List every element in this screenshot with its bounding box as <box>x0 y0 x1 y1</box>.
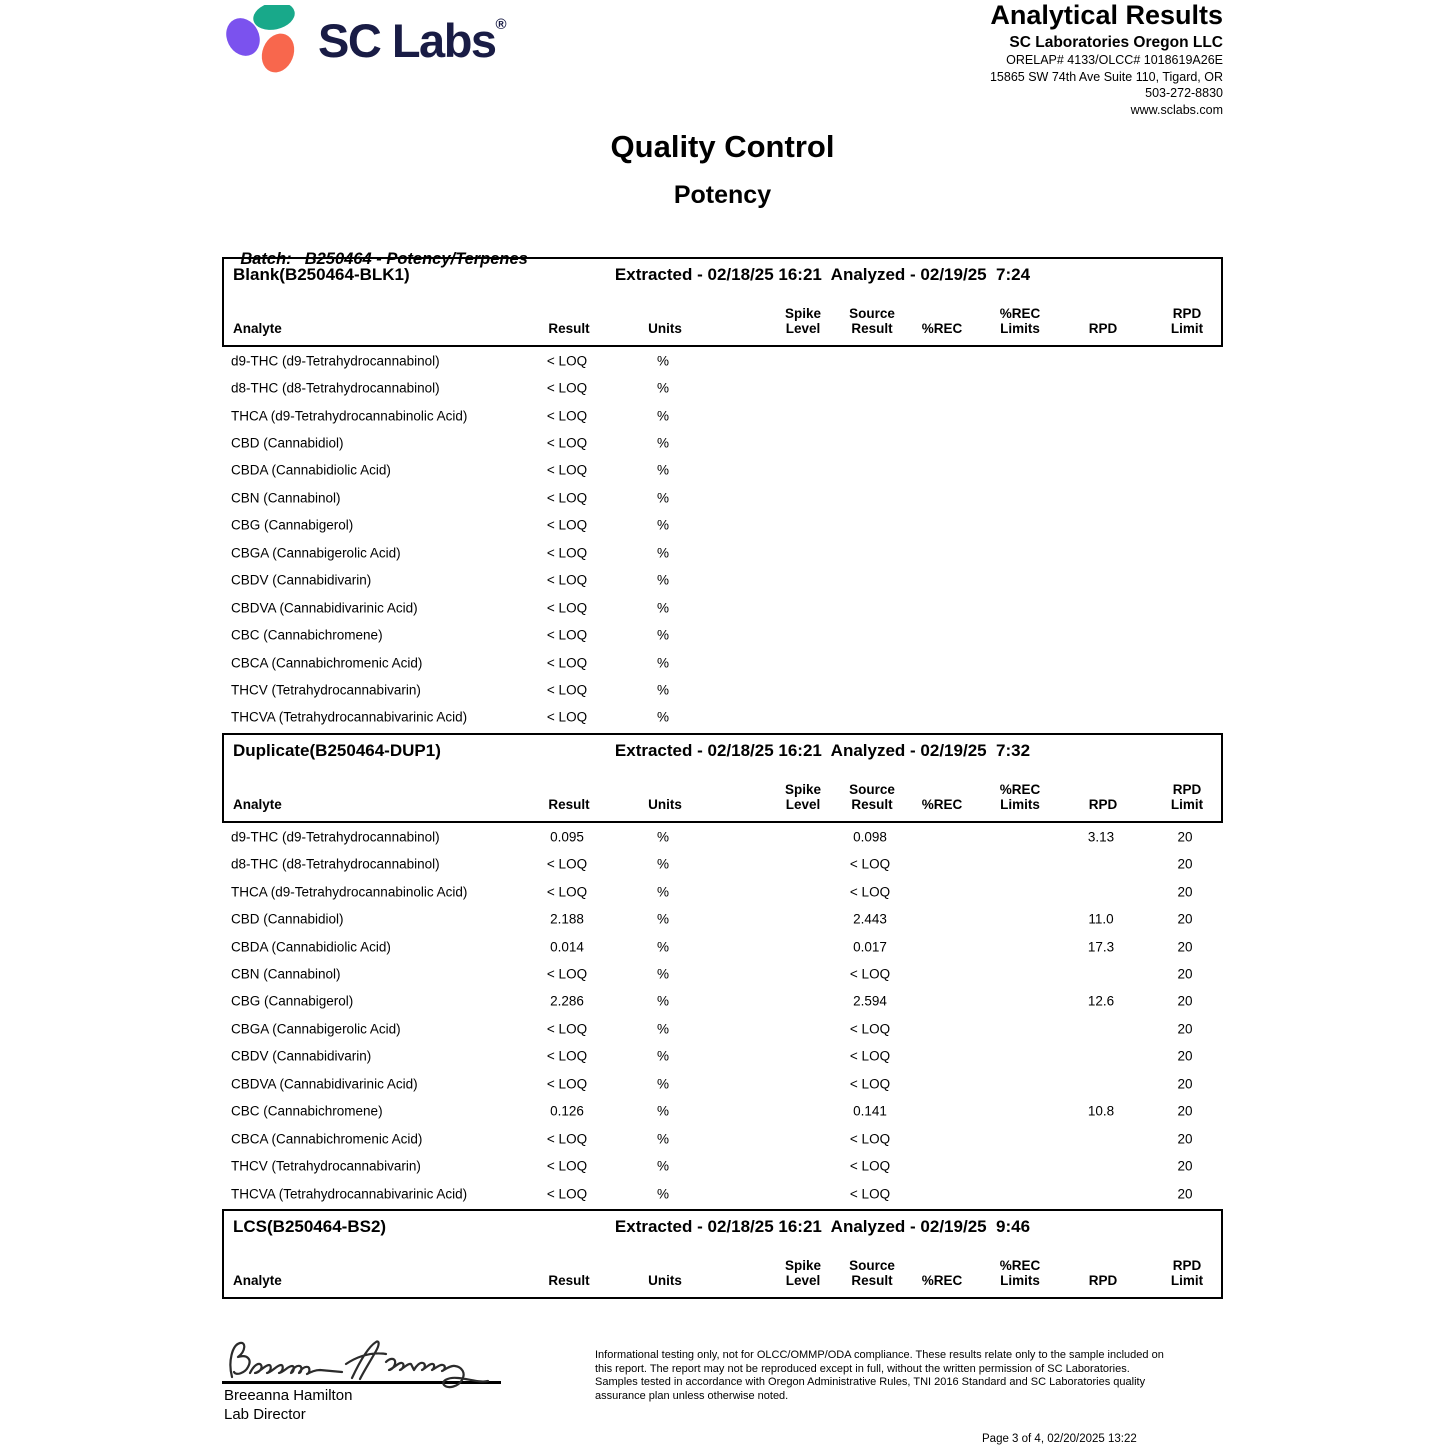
table-row <box>222 1180 1223 1207</box>
cell-result: 0.014 <box>550 939 584 955</box>
cell-source-result: < LOQ <box>849 884 891 900</box>
signer-name: Breeanna Hamilton <box>224 1387 353 1404</box>
qc-sample-title: LCS(B250464-BS2) <box>233 1217 387 1237</box>
table-row <box>222 567 1223 594</box>
cell-analyte: d8-THC (d8-Tetrahydrocannabinol) <box>231 856 440 872</box>
cell-analyte: CBDA (Cannabidiolic Acid) <box>231 939 391 955</box>
signature-stroke <box>230 1341 488 1387</box>
qc-extraction-timing: Extracted - 02/18/25 16:21 Analyzed - 02/19/25 9:46 <box>614 1217 1031 1237</box>
cell-source-result: 0.098 <box>853 829 887 845</box>
cell-analyte: THCVA (Tetrahydrocannabivarinic Acid) <box>231 1186 468 1202</box>
cell-rpd: 17.3 <box>1087 939 1115 955</box>
cell-analyte: CBC (Cannabichromene) <box>231 627 383 643</box>
cell-rpd: 3.13 <box>1087 829 1115 845</box>
cell-analyte: CBG (Cannabigerol) <box>231 993 354 1009</box>
cell-analyte: CBD (Cannabidiol) <box>231 911 344 927</box>
cell-analyte: THCVA (Tetrahydrocannabivarinic Acid) <box>231 709 468 725</box>
cell-result: < LOQ <box>546 1131 588 1147</box>
cell-analyte: CBDVA (Cannabidivarinic Acid) <box>231 600 418 616</box>
logo-wordmark: SC Labs® <box>318 14 507 67</box>
table-row <box>222 1070 1223 1097</box>
batch-label: Batch: <box>240 250 292 268</box>
cell-result: < LOQ <box>546 1186 588 1202</box>
cell-analyte: d8-THC (d8-Tetrahydrocannabinol) <box>231 380 440 396</box>
cell-units: % <box>656 939 670 955</box>
qc-section-duplicate <box>222 733 1223 1207</box>
cell-source-result: 2.443 <box>853 911 887 927</box>
cell-units: % <box>656 829 670 845</box>
column-header-rpd: RPD <box>1088 321 1118 336</box>
cell-analyte: CBDV (Cannabidivarin) <box>231 572 372 588</box>
table-row <box>222 594 1223 621</box>
table-row <box>222 429 1223 456</box>
cell-result: < LOQ <box>546 655 588 671</box>
cell-units: % <box>656 435 670 451</box>
table-row <box>222 905 1223 932</box>
cell-result: < LOQ <box>546 435 588 451</box>
qc-section-header-duplicate <box>222 733 1223 823</box>
sc-labs-logo-icon <box>222 5 322 85</box>
cell-rpd-limit: 20 <box>1177 1048 1193 1064</box>
column-header-source-result: Source Result <box>849 782 895 813</box>
page-subtitle: Potency <box>673 181 772 209</box>
cell-result: < LOQ <box>546 1048 588 1064</box>
lab-director-signature-icon <box>222 1331 506 1395</box>
cell-rpd-limit: 20 <box>1177 1076 1193 1092</box>
cell-units: % <box>656 380 670 396</box>
cell-analyte: CBCA (Cannabichromenic Acid) <box>231 655 423 671</box>
cell-result: < LOQ <box>546 545 588 561</box>
cell-rpd-limit: 20 <box>1177 993 1193 1009</box>
cell-result: < LOQ <box>546 408 588 424</box>
column-header-analyte: Analyte <box>233 797 282 813</box>
cell-rpd-limit: 20 <box>1177 1021 1193 1037</box>
cell-result: < LOQ <box>546 380 588 396</box>
table-row <box>222 347 1223 374</box>
cell-result: < LOQ <box>546 572 588 588</box>
cell-source-result: < LOQ <box>849 1131 891 1147</box>
cell-rpd-limit: 20 <box>1177 884 1193 900</box>
qc-section-header-lcs <box>222 1209 1223 1299</box>
table-row <box>222 402 1223 429</box>
registered-trademark: ® <box>495 16 507 33</box>
qc-extraction-timing: Extracted - 02/18/25 16:21 Analyzed - 02/19/25 7:24 <box>614 265 1031 284</box>
lab-website: www.sclabs.com <box>1130 102 1223 117</box>
column-header-analyte: Analyte <box>233 1273 282 1289</box>
cell-result: < LOQ <box>546 1076 588 1092</box>
cell-result: 0.126 <box>550 1103 584 1119</box>
cell-rpd: 11.0 <box>1088 911 1114 927</box>
logo-blob-orange <box>256 29 300 78</box>
cell-rpd-limit: 20 <box>1177 1131 1193 1147</box>
batch-value: B250464 - Potency/Terpenes <box>304 250 528 268</box>
cell-result: < LOQ <box>546 1158 588 1174</box>
table-row <box>222 878 1223 905</box>
cell-source-result: < LOQ <box>849 966 891 982</box>
cell-rpd-limit: 20 <box>1177 1103 1193 1119</box>
cell-analyte: THCA (d9-Tetrahydrocannabinolic Acid) <box>231 884 468 900</box>
cell-result: < LOQ <box>546 462 588 478</box>
cell-analyte: d9-THC (d9-Tetrahydrocannabinol) <box>231 353 440 369</box>
cell-units: % <box>656 1131 670 1147</box>
table-row <box>222 704 1223 731</box>
table-row <box>222 933 1223 960</box>
cell-analyte: CBD (Cannabidiol) <box>231 435 344 451</box>
cell-source-result: < LOQ <box>849 1048 891 1064</box>
table-row <box>222 960 1223 987</box>
qc-section-header-blank <box>222 257 1223 347</box>
column-header-units: Units <box>648 797 682 813</box>
table-row <box>222 621 1223 648</box>
cell-analyte: CBGA (Cannabigerolic Acid) <box>231 1021 401 1037</box>
cell-units: % <box>656 627 670 643</box>
lab-address: 15865 SW 74th Ave Suite 110, Tigard, OR <box>989 69 1223 84</box>
cell-result: < LOQ <box>546 353 588 369</box>
column-header-pct-rec-limits: %REC Limits <box>999 306 1041 336</box>
cell-analyte: CBN (Cannabinol) <box>231 966 341 982</box>
cell-analyte: THCA (d9-Tetrahydrocannabinolic Acid) <box>231 408 468 424</box>
cell-result: < LOQ <box>546 682 588 698</box>
cell-result: 0.095 <box>550 829 584 845</box>
column-header-source-result: Source Result <box>849 1258 895 1289</box>
table-row <box>222 457 1223 484</box>
lab-phone: 503-272-8830 <box>1145 86 1223 100</box>
cell-result: < LOQ <box>546 884 588 900</box>
qc-extraction-timing: Extracted - 02/18/25 16:21 Analyzed - 02/19/25 7:32 <box>614 741 1031 761</box>
cell-result: 2.188 <box>550 911 584 927</box>
cell-analyte: CBGA (Cannabigerolic Acid) <box>231 545 401 561</box>
cell-units: % <box>656 966 670 982</box>
qc-rows-blank <box>222 347 1223 731</box>
page-title: Quality Control <box>610 129 835 164</box>
column-header-result: Result <box>548 321 590 336</box>
table-row <box>222 512 1223 539</box>
column-header-analyte: Analyte <box>233 321 282 336</box>
column-header-units: Units <box>648 1273 682 1289</box>
column-header-spike-level: Spike Level <box>784 1258 822 1289</box>
qc-section-blank <box>222 257 1223 731</box>
cell-units: % <box>656 709 670 725</box>
report-title: Analytical Results <box>990 0 1223 30</box>
cell-units: % <box>656 462 670 478</box>
cell-units: % <box>656 408 670 424</box>
cell-units: % <box>656 572 670 588</box>
cell-units: % <box>656 856 670 872</box>
qc-sample-title: Duplicate(B250464-DUP1) <box>233 741 441 761</box>
logo-blob-green <box>251 5 298 34</box>
cell-analyte: CBDV (Cannabidivarin) <box>231 1048 372 1064</box>
column-header-result: Result <box>548 1273 590 1289</box>
column-header-rpd-limit: RPD Limit <box>1170 782 1204 813</box>
table-row <box>222 1098 1223 1125</box>
column-header-source-result: Source Result <box>849 306 895 336</box>
column-header-pct-rec-limits: %REC Limits <box>999 1258 1041 1289</box>
cell-units: % <box>656 1048 670 1064</box>
cell-rpd-limit: 20 <box>1177 966 1193 982</box>
table-row <box>222 649 1223 676</box>
cell-units: % <box>656 600 670 616</box>
lab-license-line: ORELAP# 4133/OLCC# 1018619A26E <box>1006 53 1223 67</box>
cell-units: % <box>656 1103 670 1119</box>
table-row <box>222 1043 1223 1070</box>
table-row <box>222 851 1223 878</box>
table-row <box>222 988 1223 1015</box>
cell-source-result: < LOQ <box>849 1076 891 1092</box>
cell-units: % <box>656 353 670 369</box>
cell-source-result: 0.141 <box>853 1103 887 1119</box>
cell-analyte: THCV (Tetrahydrocannabivarin) <box>231 682 421 698</box>
qc-sample-title: Blank(B250464-BLK1) <box>233 265 410 284</box>
cell-source-result: < LOQ <box>849 856 891 872</box>
column-header-spike-level: Spike Level <box>784 306 822 336</box>
table-row <box>222 676 1223 703</box>
column-header-pct-rec: %REC <box>921 321 963 336</box>
table-row <box>222 1015 1223 1042</box>
cell-rpd: 12.6 <box>1087 993 1115 1009</box>
cell-analyte: CBC (Cannabichromene) <box>231 1103 383 1119</box>
column-header-pct-rec: %REC <box>921 1273 963 1289</box>
disclaimer-text: Informational testing only, not for OLCC/OMMP/ODA compliance. These results relate only to the sample included on this report. The report may not be reproduced except in full, without the written permission of SC Laboratories. Samples tested in accordance with Oregon Administrative Rules, TNI 2016 Standard and SC Laboratories quality assurance plan unless otherwise noted. <box>595 1349 1164 1403</box>
cell-rpd-limit: 20 <box>1177 911 1193 927</box>
cell-rpd-limit: 20 <box>1177 829 1193 845</box>
cell-units: % <box>656 1021 670 1037</box>
cell-units: % <box>656 884 670 900</box>
column-header-units: Units <box>648 321 682 336</box>
cell-result: < LOQ <box>546 709 588 725</box>
cell-source-result: < LOQ <box>849 1158 891 1174</box>
column-header-spike-level: Spike Level <box>784 782 822 813</box>
table-row <box>222 484 1223 511</box>
cell-result: < LOQ <box>546 600 588 616</box>
cell-units: % <box>656 1158 670 1174</box>
cell-result: < LOQ <box>546 966 588 982</box>
qc-rows-duplicate <box>222 823 1223 1207</box>
cell-units: % <box>656 545 670 561</box>
cell-result: < LOQ <box>546 1021 588 1037</box>
cell-source-result: < LOQ <box>849 1021 891 1037</box>
lab-company-name: SC Laboratories Oregon LLC <box>1009 34 1223 51</box>
cell-rpd-limit: 20 <box>1177 1158 1193 1174</box>
table-row <box>222 1125 1223 1152</box>
table-row <box>222 823 1223 850</box>
qc-section-lcs <box>222 1209 1223 1299</box>
table-row <box>222 374 1223 401</box>
column-header-result: Result <box>548 797 590 813</box>
cell-result: < LOQ <box>546 490 588 506</box>
cell-source-result: 0.017 <box>853 939 887 955</box>
cell-source-result: 2.594 <box>853 993 887 1009</box>
cell-rpd-limit: 20 <box>1177 939 1193 955</box>
column-header-rpd-limit: RPD Limit <box>1170 1258 1204 1289</box>
cell-units: % <box>656 655 670 671</box>
column-header-rpd: RPD <box>1088 797 1118 813</box>
report-header <box>990 0 1223 118</box>
cell-result: < LOQ <box>546 856 588 872</box>
cell-analyte: d9-THC (d9-Tetrahydrocannabinol) <box>231 829 440 845</box>
cell-result: < LOQ <box>546 627 588 643</box>
cell-result: < LOQ <box>546 517 588 533</box>
table-row <box>222 1152 1223 1179</box>
cell-source-result: < LOQ <box>849 1186 891 1202</box>
cell-analyte: CBCA (Cannabichromenic Acid) <box>231 1131 423 1147</box>
cell-units: % <box>656 490 670 506</box>
cell-analyte: CBG (Cannabigerol) <box>231 517 354 533</box>
cell-units: % <box>656 993 670 1009</box>
cell-analyte: CBDVA (Cannabidivarinic Acid) <box>231 1076 418 1092</box>
cell-rpd-limit: 20 <box>1177 856 1193 872</box>
cell-units: % <box>656 1186 670 1202</box>
cell-rpd: 10.8 <box>1087 1103 1115 1119</box>
qc-tables <box>222 257 1223 1301</box>
column-header-rpd-limit: RPD Limit <box>1170 306 1204 336</box>
cell-units: % <box>656 517 670 533</box>
column-header-pct-rec-limits: %REC Limits <box>999 782 1041 813</box>
cell-units: % <box>656 682 670 698</box>
cell-rpd-limit: 20 <box>1177 1186 1193 1202</box>
cell-units: % <box>656 1076 670 1092</box>
table-row <box>222 539 1223 566</box>
cell-analyte: CBN (Cannabinol) <box>231 490 341 506</box>
cell-analyte: THCV (Tetrahydrocannabivarin) <box>231 1158 421 1174</box>
cell-units: % <box>656 911 670 927</box>
column-header-pct-rec: %REC <box>921 797 963 813</box>
cell-result: 2.286 <box>550 993 584 1009</box>
cell-analyte: CBDA (Cannabidiolic Acid) <box>231 462 391 478</box>
page-number-footer: Page 3 of 4, 02/20/2025 13:22 <box>982 1433 1137 1445</box>
column-header-rpd: RPD <box>1088 1273 1118 1289</box>
signer-title: Lab Director <box>224 1406 306 1423</box>
